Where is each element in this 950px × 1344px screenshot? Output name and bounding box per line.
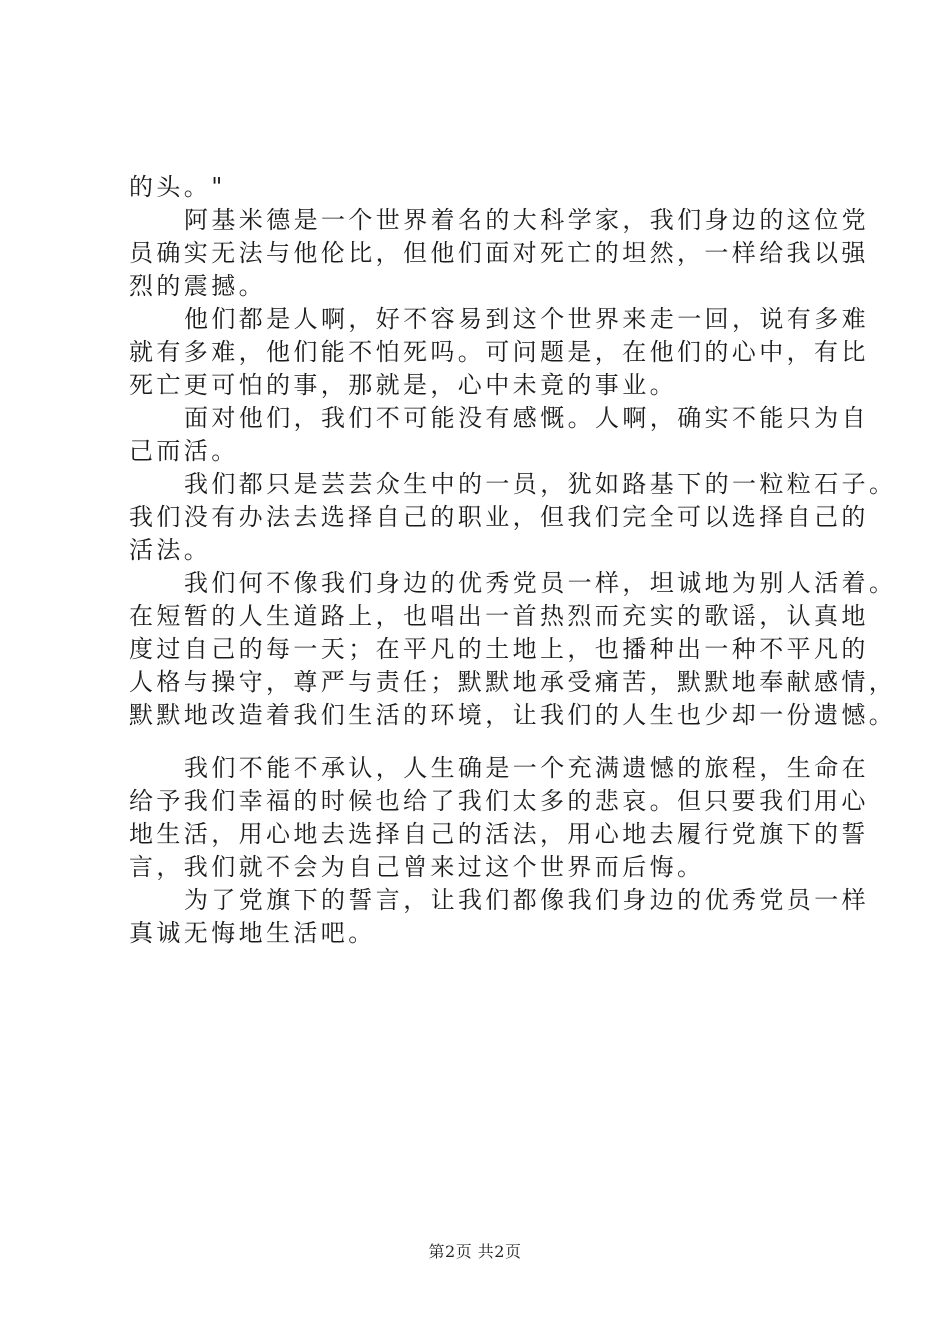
text-line: 的头。" xyxy=(129,173,226,201)
paragraph-first-line: 我们不能不承认，人生确是一个充满遗憾的旅程，生命在 xyxy=(184,754,869,782)
text-line: 我们没有办法去选择自己的职业，但我们完全可以选择自己的 xyxy=(129,503,869,531)
paragraph-first-line: 我们都只是芸芸众生中的一员，犹如路基下的一粒粒石子。 xyxy=(184,470,897,498)
text-line: 真诚无悔地生活吧。 xyxy=(129,919,376,947)
text-line: 言，我们就不会为自己曾来过这个世界而后悔。 xyxy=(129,853,705,881)
paragraph-gap xyxy=(129,732,849,752)
text-line: 在短暂的人生道路上，也唱出一首热烈而充实的歌谣，认真地 xyxy=(129,602,869,630)
text-line: 死亡更可怕的事，那就是，心中未竟的事业。 xyxy=(129,371,677,399)
text-line: 人格与操守，尊严与责任；默默地承受痛苦，默默地奉献感情， xyxy=(129,668,897,696)
text-line: 己而活。 xyxy=(129,437,239,465)
page-footer: 第2页 共2页 xyxy=(428,1242,522,1261)
text-line: 地生活，用心地去选择自己的活法，用心地去履行党旗下的誓 xyxy=(129,820,869,848)
text-line: 给予我们幸福的时候也给了我们太多的悲哀。但只要我们用心 xyxy=(129,787,869,815)
paragraph-first-line: 我们何不像我们身边的优秀党员一样，坦诚地为别人活着。 xyxy=(184,569,897,597)
text-line: 默默地改造着我们生活的环境，让我们的人生也少却一份遗憾。 xyxy=(129,701,897,729)
paragraph-first-line: 他们都是人啊，好不容易到这个世界来走一回，说有多难 xyxy=(184,305,869,333)
text-line: 就有多难，他们能不怕死吗。可问题是，在他们的心中，有比 xyxy=(129,338,869,366)
paragraph-first-line: 面对他们，我们不可能没有感慨。人啊，确实不能只为自 xyxy=(184,404,869,432)
paragraph-first-line: 为了党旗下的誓言，让我们都像我们身边的优秀党员一样 xyxy=(184,886,869,914)
document-body xyxy=(129,171,897,950)
text-line: 烈的震撼。 xyxy=(129,272,266,300)
text-line: 员确实无法与他伦比，但他们面对死亡的坦然，一样给我以强 xyxy=(129,239,869,267)
paragraph-first-line: 阿基米德是一个世界着名的大科学家，我们身边的这位党 xyxy=(184,206,869,234)
text-line: 度过自己的每一天；在平凡的土地上，也播种出一种不平凡的 xyxy=(129,635,869,663)
text-line: 活法。 xyxy=(129,536,212,564)
